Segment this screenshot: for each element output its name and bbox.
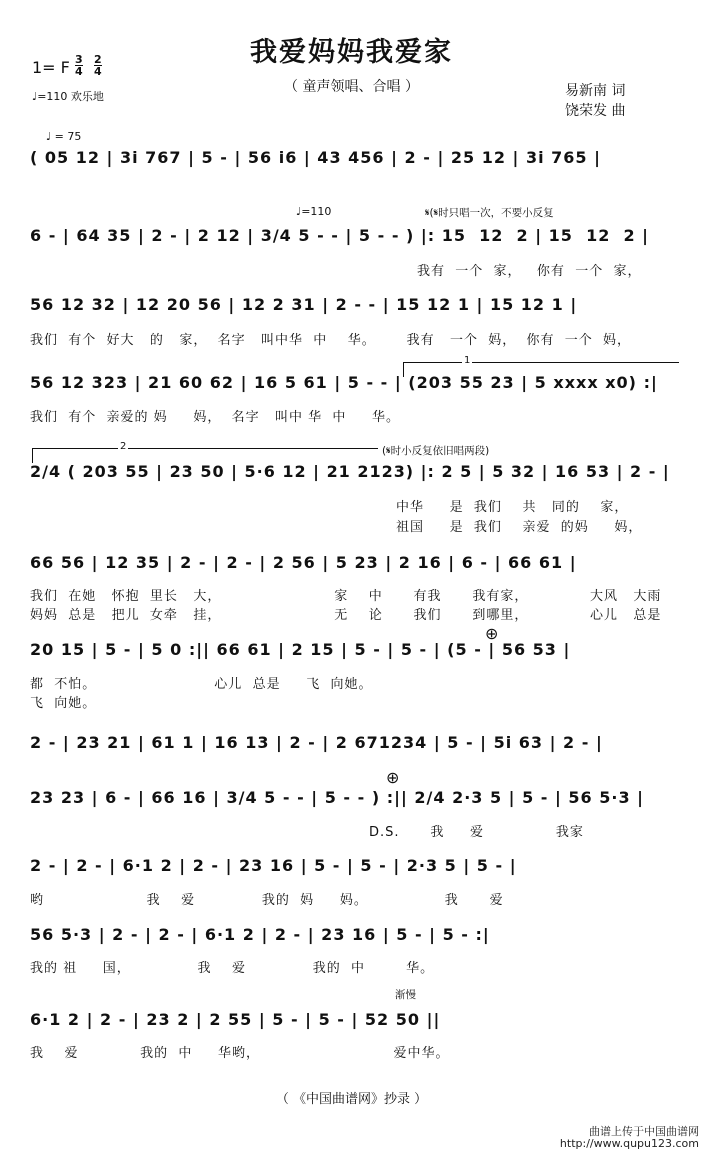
watermark-line-2: http://www.qupu123.com	[559, 1137, 699, 1150]
lyric-line: 哟 我 爱 我的 妈 妈。 我 爱	[30, 893, 504, 908]
lyric-line: 我 爱 我的 中 华哟， 爱中华。	[30, 1046, 450, 1061]
score-line-7	[30, 640, 652, 674]
score-line-3	[30, 295, 652, 329]
score-line-9	[30, 788, 652, 822]
lyric-line: 都 不怕。 心儿 总是 飞 向她。	[30, 677, 373, 692]
volta-1-label: 1	[464, 355, 471, 366]
second-segno-instruction: (𝄋时小反复依旧唱两段)	[382, 445, 490, 457]
lyric-line: 我们 有个 好大 的 家， 名字 叫中华 中 华。 我有 一个 妈， 你有 一个 妈，	[30, 333, 632, 348]
score-notes: 6·1 2 | 2 - | 23 2 | 2 55 | 5 - | 5 - | 52 50 ||	[30, 1010, 441, 1029]
copyright-note: （ 《中国曲谱网》抄录 ）	[275, 1092, 428, 1107]
lyric-line: 我们 在她 怀抱 里长 大， 家 中 有我 我有家， 大风 大雨	[30, 589, 662, 604]
song-subtitle: （ 童声领唱、合唱 ）	[284, 79, 419, 95]
score-notes: 56 5·3 | 2 - | 2 - | 6·1 2 | 2 - | 23 16 | 5 - | 5 - :|	[30, 925, 490, 944]
lyric-line: 祖国 是 我们 亲爱 的妈 妈，	[396, 520, 643, 535]
composer-credit: 饶荣发 曲	[565, 103, 626, 119]
score-notes: ( 05 12 | 3i 767 | 5 - | 56 i6 | 43 456 | 2 - | 25 12 | 3i 765 |	[30, 148, 601, 167]
key-signature: 1= F	[32, 58, 70, 77]
score-notes: 6 - | 64 35 | 2 - | 2 12 | 3/4 5 - - | 5 - - ) |: 15 12 2 | 15 12 2 |	[30, 226, 650, 245]
lyric-line: D.S. 我 爱 我家	[369, 825, 584, 840]
score-line-12	[30, 1010, 652, 1044]
segno-instruction: 𝄋(𝄋时只唱一次，不要小反复	[425, 207, 554, 219]
score-line-5	[30, 462, 670, 496]
lyricist-credit: 易新南 词	[565, 83, 626, 99]
score-line-6	[30, 553, 652, 587]
score-line-4	[30, 373, 658, 407]
site-watermark	[560, 1126, 699, 1150]
song-title: 我爱妈妈我爱家	[250, 37, 453, 68]
score-notes: 56 12 323 | 21 60 62 | 16 5 61 | 5 - - | (203 55 23 | 5 xxxx x0) :|	[30, 373, 658, 392]
score-line-2	[30, 226, 652, 260]
score-notes: 2 - | 23 21 | 61 1 | 16 13 | 2 - | 2 671234 | 5 - | 5i 63 | 2 - |	[30, 733, 603, 752]
lyric-line: 飞 向她。	[30, 696, 97, 711]
score-notes: 66 56 | 12 35 | 2 - | 2 - | 2 56 | 5 23 | 2 16 | 6 - | 66 61 |	[30, 553, 577, 572]
lyric-line: 我的 祖 国， 我 爱 我的 中 华。	[30, 961, 435, 976]
score-line-10	[30, 856, 652, 890]
watermark-line-1: 曲谱上传于中国曲谱网	[589, 1125, 699, 1138]
score-notes: 2/4 ( 203 55 | 23 50 | 5·6 12 | 21 2123) |: 2 5 | 5 32 | 16 53 | 2 - |	[30, 462, 670, 481]
coda-icon: ⊕	[386, 768, 400, 787]
score-notes: 23 23 | 6 - | 66 16 | 3/4 5 - - | 5 - - ) :|| 2/4 2·3 5 | 5 - | 56 5·3 |	[30, 788, 645, 807]
score-notes: 56 12 32 | 12 20 56 | 12 2 31 | 2 - - | 15 12 1 | 15 12 1 |	[30, 295, 578, 314]
volta-2-label: 2	[120, 441, 127, 452]
lyric-line: 中华 是 我们 共 同的 家，	[396, 500, 629, 515]
tempo-change: ♩=110	[296, 205, 332, 218]
time-signature-3-4: 3 4	[75, 53, 83, 78]
score-notes: 20 15 | 5 - | 5 0 :|| 66 61 | 2 15 | 5 - | 5 - | (5 - | 56 53 |	[30, 640, 571, 659]
coda-icon: ⊕	[485, 624, 499, 643]
score-line-8	[30, 733, 652, 767]
lyric-line: 我们 有个 亲爱的 妈 妈， 名字 叫中 华 中 华。	[30, 410, 401, 425]
score-notes: 2 - | 2 - | 6·1 2 | 2 - | 23 16 | 5 - | 5 - | 2·3 5 | 5 - |	[30, 856, 517, 875]
volta-bracket-2	[32, 441, 378, 463]
score-line-11	[30, 925, 652, 959]
tempo-slow-marking: 渐慢	[395, 989, 416, 1001]
score-line-1	[30, 148, 652, 182]
tempo-marking: ♩=110 欢乐地	[32, 90, 104, 103]
lyric-line: 妈妈 总是 把儿 女牵 挂， 无 论 我们 到哪里， 心儿 总是	[30, 608, 662, 623]
time-signature-2-4: 2 4	[94, 53, 102, 78]
intro-tempo: ♩ = 75	[46, 130, 82, 143]
lyric-line: 我有 一个 家， 你有 一个 家，	[417, 264, 642, 279]
